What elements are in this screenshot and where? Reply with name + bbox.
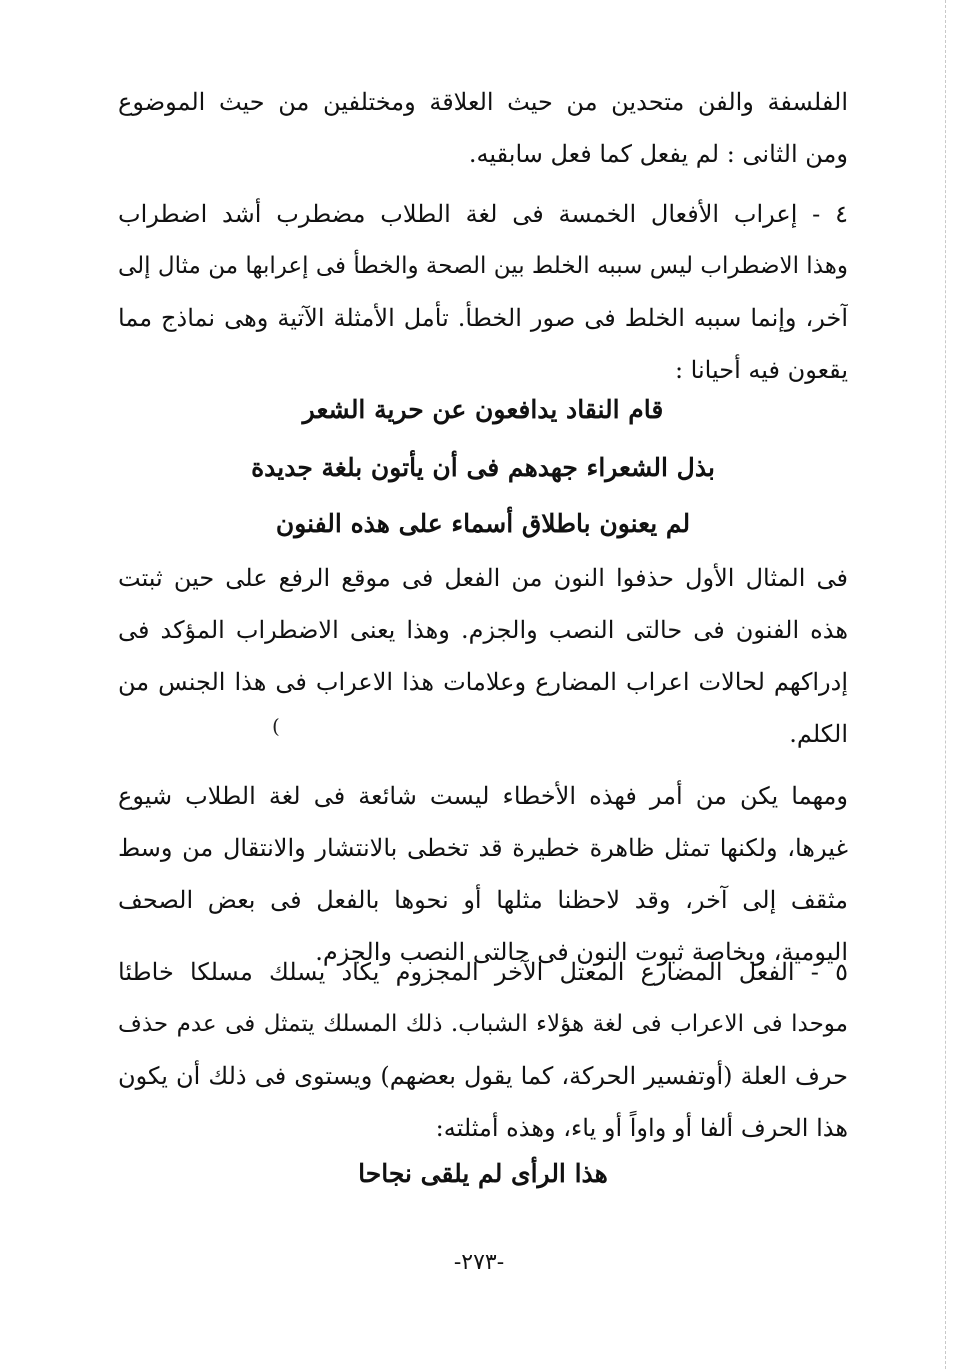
text-line: هذا الحرف ألفا أو واواً أو ياء، وهذه أمثلته: <box>435 1114 848 1142</box>
page-number: -٢٧٣- <box>453 1250 505 1275</box>
example-line-3: لم يعنون باطلاق أسماء على هذه الفنون <box>275 509 691 538</box>
example-line-4: هذا الرأى لم يلقى نجاحا <box>358 1159 608 1188</box>
text-line: ومهما يكن من أمر فهذه الأخطاء ليست شائعة فى لغة الطلاب شيوع <box>118 782 848 810</box>
example-line-2: بذل الشعراء جهدهم فى أن يأتون بلغة جديدة <box>251 453 715 482</box>
text-line: حرف العلة (أوتفسير الحركة، كما يقول بعضهم) ويستوى فى ذلك أن يكون <box>118 1062 848 1090</box>
example-line-1: قام النقاد يدافعون عن حرية الشعر <box>302 395 664 424</box>
stray-mark: ( <box>272 714 280 738</box>
paragraph-2 <box>118 188 848 396</box>
text-line: هذه الفنون فى حالتى النصب والجزم. وهذا يعنى الاضطراب المؤكد فى <box>118 616 848 644</box>
text-line: موحدا فى الاعراب فى لغة هؤلاء الشباب. ذلك المسلك يتمثل فى عدم حذف <box>118 1011 848 1037</box>
text-line: ٤ - إعراب الأفعال الخمسة فى لغة الطلاب مضطرب أشد اضطراب <box>118 200 848 228</box>
text-line: وهذا الاضطراب ليس سببه الخلط بين الصحة والخطأ فى إعرابها من مثال إلى <box>118 253 848 279</box>
paragraph-3 <box>118 552 848 760</box>
text-line: غيرها، ولكنها تمثل ظاهرة خطيرة قد تخطى بالانتشار والانتقال من وسط <box>118 834 848 862</box>
text-line: آخر، وإنما سببه الخلط فى صور الخطأ. تأمل الأمثلة الآتية وهى نماذج مما <box>118 304 848 332</box>
text-line: اليومية، وبخاصة ثبوت النون فى حالتى النصب والجزم. <box>315 938 848 966</box>
text-line: الفلسفة والفن متحدين من حيث العلاقة ومختلفين من حيث الموضوع <box>118 88 848 116</box>
text-line: مثقف إلى آخر، وقد لاحظنا مثلها أو نحوها بالفعل فى بعض الصحف <box>118 886 848 914</box>
text-line: الكلم. <box>789 720 848 748</box>
scan-edge-line <box>945 0 946 1369</box>
text-line: فى المثال الأول حذفوا النون من الفعل فى موقع الرفع على حين ثبتت <box>118 564 848 592</box>
text-line: إدراكهم لحالات اعراب المضارع وعلامات هذا الاعراب فى هذا الجنس من <box>118 668 848 696</box>
paragraph-1 <box>118 76 848 180</box>
text-line: ٥ - الفعل المضارع المعتل الآخر المجزوم يكاد يسلك مسلكا خاطئا <box>118 958 848 986</box>
text-line: ومن الثانى : لم يفعل كما فعل سابقيه. <box>468 140 848 168</box>
text-line: يقعون فيه أحيانا : <box>674 356 848 384</box>
paragraph-5 <box>118 946 848 1154</box>
